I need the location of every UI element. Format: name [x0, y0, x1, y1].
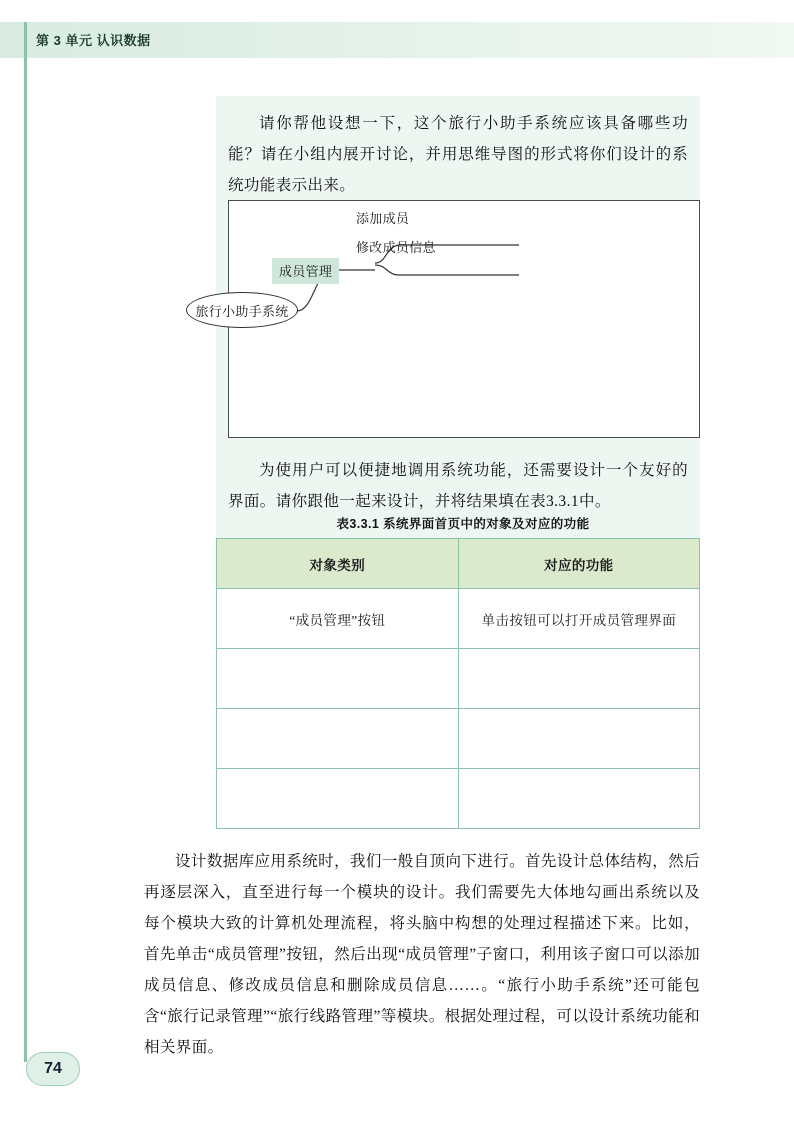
- mindmap-leaf-node-2: 修改成员信息: [356, 240, 436, 255]
- table-header-row: [217, 539, 700, 589]
- page-number-label: 74: [44, 1060, 62, 1077]
- unit-header-label: 第 3 单元 认识数据: [36, 33, 151, 48]
- page-number: [26, 1052, 80, 1086]
- table-cell-function: [458, 649, 699, 709]
- object-function-table: [216, 538, 700, 829]
- table-row: [217, 709, 700, 769]
- mindmap-connectors: [229, 201, 699, 437]
- table-row: [217, 769, 700, 829]
- table-header-cell-object: 对象类别: [217, 539, 459, 589]
- table-row: [217, 589, 700, 649]
- table-cell-object: “成员管理”按钮: [217, 589, 459, 649]
- table-cell-object: [217, 709, 459, 769]
- mindmap-root-node: 旅行小助手系统: [186, 292, 298, 328]
- table-row: [217, 649, 700, 709]
- table-cell-function: [458, 769, 699, 829]
- mindmap-leaf-node-1: 添加成员: [356, 211, 410, 226]
- paragraph-interface: 为使用户可以便捷地调用系统功能，还需要设计一个友好的界面。请你跟他一起来设计，并将结果填在表3.3.1中。: [228, 462, 688, 510]
- table-cell-function: [458, 709, 699, 769]
- paragraph-intro: 请你帮他设想一下，这个旅行小助手系统应该具备哪些功能？请在小组内展开讨论，并用思维导图的形式将你们设计的系统功能表示出来。: [228, 115, 688, 194]
- table-header-cell-function: 对应的功能: [458, 539, 699, 589]
- table-cell-object: [217, 649, 459, 709]
- table-caption: 表3.3.1 系统界面首页中的对象及对应的功能: [336, 517, 590, 531]
- mindmap-figure-box: [228, 200, 700, 438]
- left-margin-rule: [24, 22, 27, 1062]
- table-cell-function: 单击按钮可以打开成员管理界面: [458, 589, 699, 649]
- paragraph-summary: 设计数据库应用系统时，我们一般自顶向下进行。首先设计总体结构，然后再逐层深入，直至进行每一个模块的设计。我们需要先大体地勾画出系统以及每个模块大致的计算机处理流程，将头脑中构想的处理过程描述下来。比如，首先单击“成员管理”按钮，然后出现“成员管理”子窗口，利用该子窗口可以添加成员信息、修改成员信息和删除成员信息……。“旅行小助手系统”还可能包含“旅行记录管理”“旅行线路管理”等模块。根据处理过程，可以设计系统功能和相关界面。: [144, 853, 700, 1056]
- mindmap-branch-node: 成员管理: [272, 258, 339, 284]
- table-cell-object: [217, 769, 459, 829]
